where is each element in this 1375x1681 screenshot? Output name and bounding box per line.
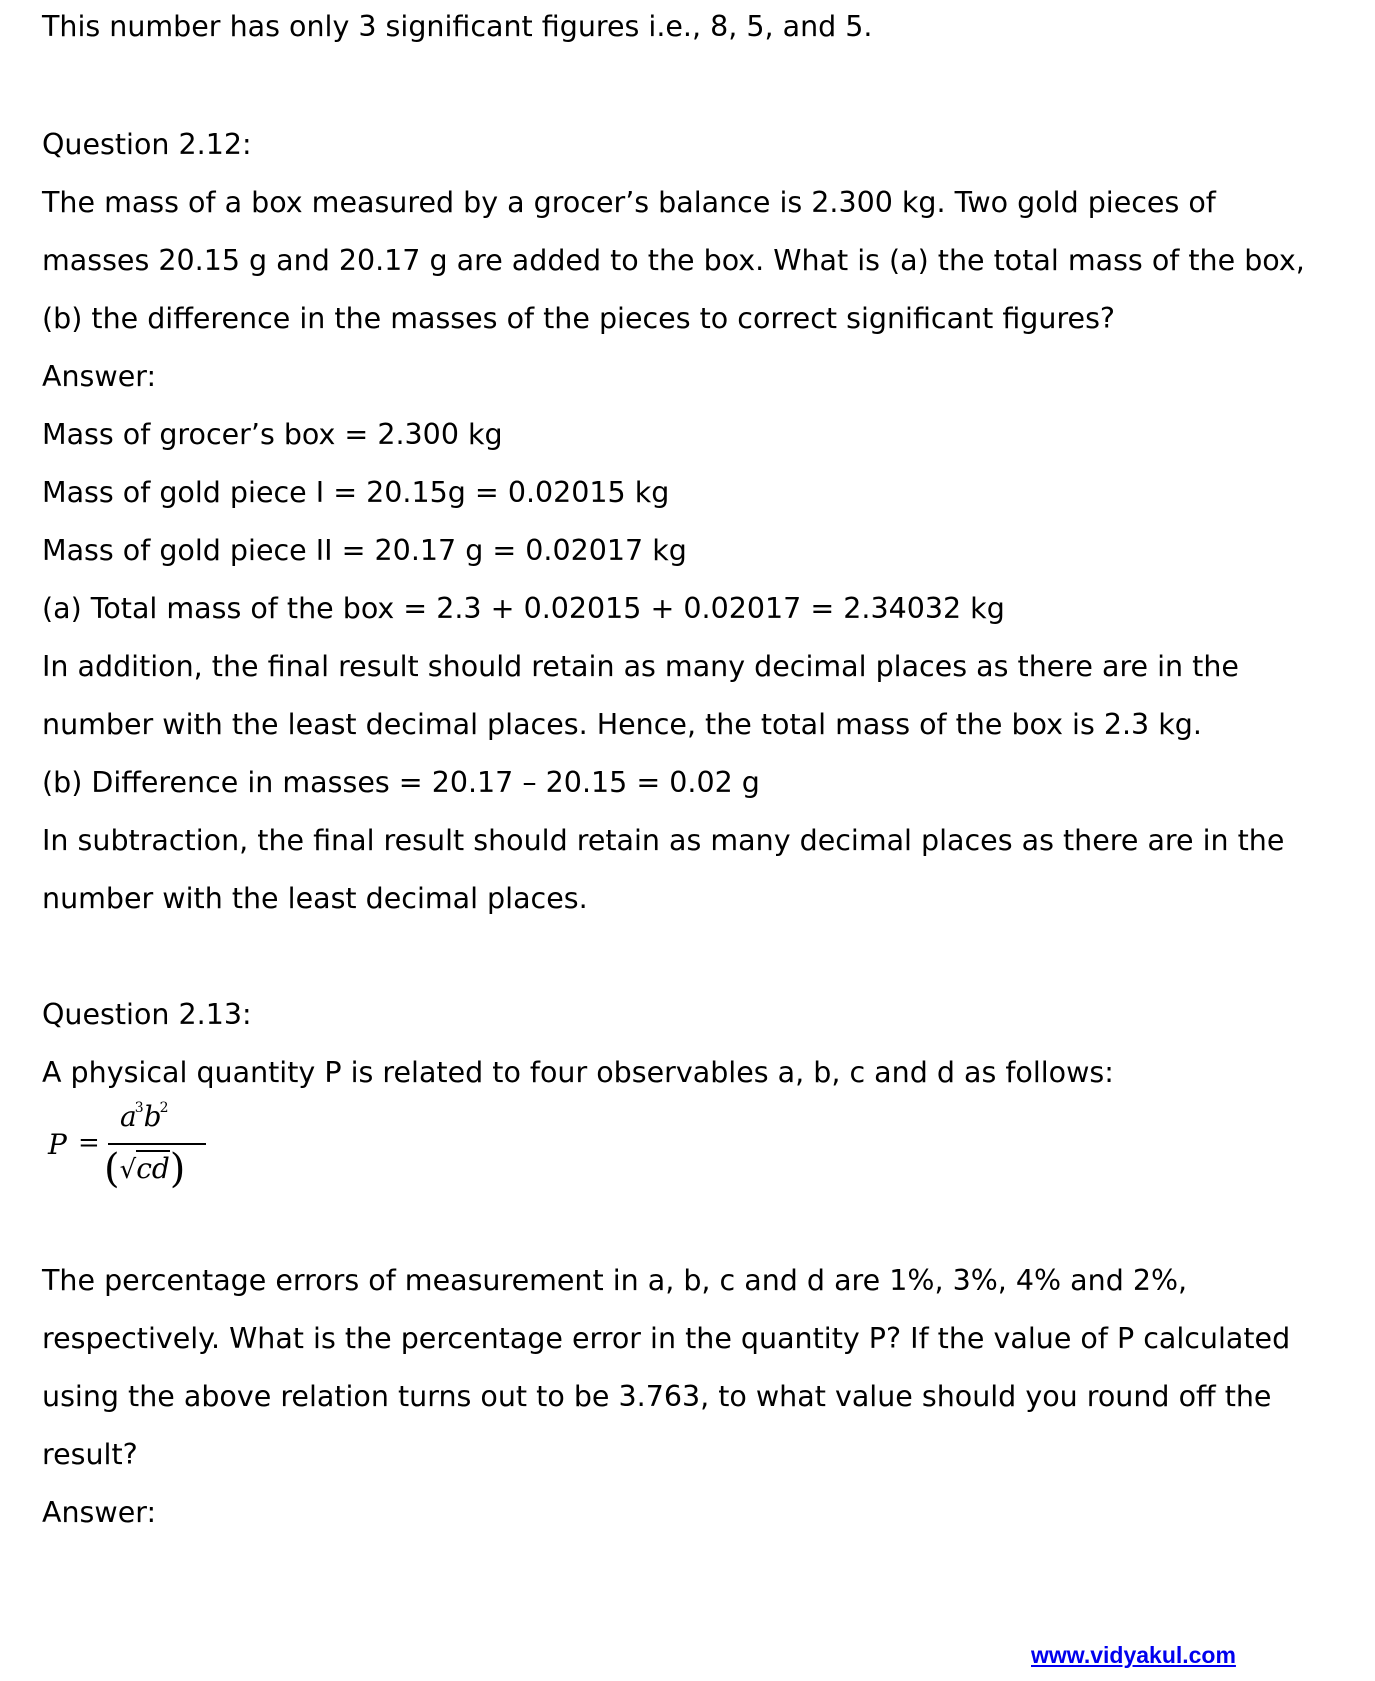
question-2-13-text-line-3: using the above relation turns out to be 3.763, to what value should you round off the: [42, 1380, 1272, 1413]
question-2-13-text-line-4: result?: [42, 1438, 138, 1471]
formula-lhs: P: [48, 1128, 67, 1161]
formula-num-a: a: [120, 1100, 137, 1133]
question-2-13-text-line-1: The percentage errors of measurement in a, b, c and d are 1%, 3%, 4% and 2%,: [42, 1264, 1188, 1297]
answer-line-2: Mass of gold piece I = 20.15g = 0.02015 kg: [42, 476, 670, 509]
intro-text: This number has only 3 significant figures i.e., 8, 5, and 5.: [42, 10, 873, 43]
question-2-12-heading: Question 2.12:: [42, 128, 252, 161]
answer-line-9: number with the least decimal places.: [42, 882, 588, 915]
question-2-12-answer-label: Answer:: [42, 360, 157, 393]
question-2-12-text-line-3: (b) the difference in the masses of the pieces to correct significant figures?: [42, 302, 1116, 335]
question-2-13-heading: Question 2.13:: [42, 998, 252, 1031]
question-2-12-text-line-2: masses 20.15 g and 20.17 g are added to the box. What is (a) the total mass of the box,: [42, 244, 1305, 277]
sqrt-icon: √: [119, 1155, 137, 1185]
fraction-bar: [108, 1143, 206, 1145]
vidyakul-website-link[interactable]: www.vidyakul.com: [1031, 1642, 1236, 1668]
answer-line-1: Mass of grocer’s box = 2.300 kg: [42, 418, 503, 451]
formula-num-b: b: [143, 1100, 162, 1133]
formula-equals: =: [78, 1128, 100, 1158]
formula-p: [48, 1100, 208, 1206]
formula-num-a-exp: 3: [134, 1100, 144, 1116]
formula-denominator: [104, 1146, 185, 1192]
formula-numerator: [120, 1100, 168, 1133]
question-2-13-answer-label: Answer:: [42, 1496, 157, 1529]
answer-line-7: (b) Difference in masses = 20.17 – 20.15 = 0.02 g: [42, 766, 760, 799]
formula-radicand: cd: [136, 1152, 170, 1185]
formula-num-b-exp: 2: [159, 1100, 169, 1116]
answer-line-4: (a) Total mass of the box = 2.3 + 0.02015 + 0.02017 = 2.34032 kg: [42, 592, 1005, 625]
answer-line-5: In addition, the final result should retain as many decimal places as there are in the: [42, 650, 1239, 683]
formula-open-paren: (: [104, 1146, 120, 1192]
formula-close-paren: ): [169, 1146, 186, 1192]
answer-line-6: number with the least decimal places. Hence, the total mass of the box is 2.3 kg.: [42, 708, 1202, 741]
question-2-13-intro: A physical quantity P is related to four observables a, b, c and d as follows:: [42, 1056, 1114, 1089]
answer-line-8: In subtraction, the final result should retain as many decimal places as there are in the: [42, 824, 1285, 857]
question-2-12-text-line-1: The mass of a box measured by a grocer’s balance is 2.300 kg. Two gold pieces of: [42, 186, 1216, 219]
answer-line-3: Mass of gold piece II = 20.17 g = 0.02017 kg: [42, 534, 687, 567]
question-2-13-text-line-2: respectively. What is the percentage error in the quantity P? If the value of P calculated: [42, 1322, 1291, 1355]
